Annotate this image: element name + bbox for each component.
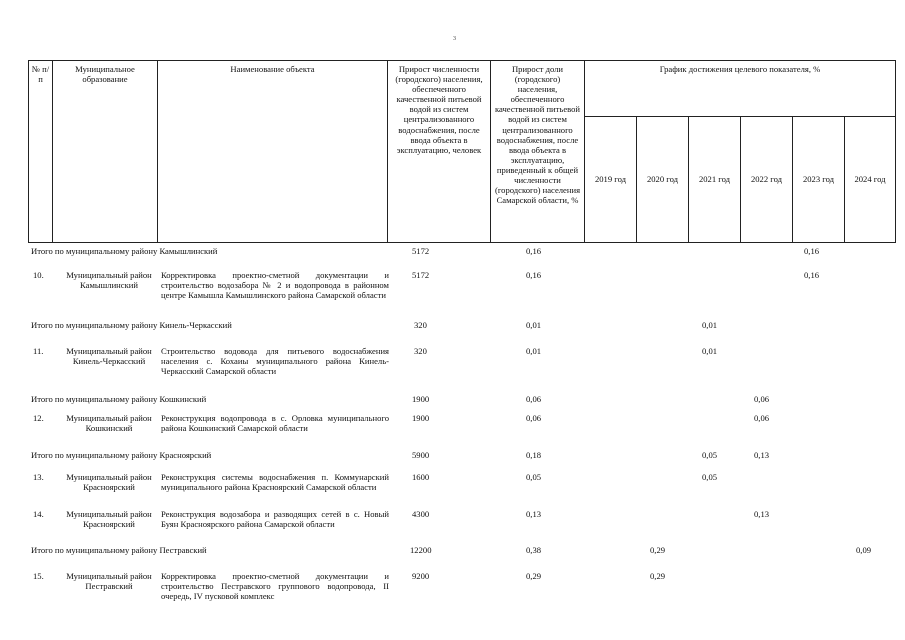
row-population: 1900 [412,413,430,423]
row-municipality: Муниципальный район Кошкинский [66,413,152,434]
row-share: 0,05 [526,472,542,482]
total-population: 1900 [412,394,430,404]
header-schedule: График достижения целевого показателя, % [585,61,896,117]
row-year-2021: 0,05 [702,472,718,482]
row-object-name: Строительство водовода для питьевого водоснабжения населения с. Кохаиы муниципального района Кинель-Черкасский Самарской области [161,346,389,377]
header-object-name: Наименование объекта [158,61,388,243]
header-no: № п/п [29,61,53,243]
total-share: 0,38 [526,545,542,555]
total-year-2024: 0,09 [856,545,872,555]
total-year-2022: 0,13 [754,450,770,460]
total-year-2023: 0,16 [804,246,820,256]
total-share: 0,06 [526,394,542,404]
row-object-name: Корректировка проектно-сметной документации и строительство водозабора № 2 и водопровода в районном центре Камышла Камышлинского района Самарской области [161,270,389,301]
total-year-2021: 0,05 [702,450,718,460]
header-year-2024: 2024 год [845,117,896,243]
header-population-growth: Прирост численности (городского) населения, обеспеченного качественной питьевой водой из систем централизованного водоснабжения, после ввода объекта в эксплуатацию, человек [388,61,491,243]
row-object-name: Реконструкция водозабора и разводящих сетей в с. Новый Буян Красноярского района Самарской области [161,509,389,530]
row-number: 15. [33,571,44,581]
row-year-2022: 0,06 [754,413,770,423]
row-share: 0,29 [526,571,542,581]
total-year-2020: 0,29 [650,545,666,555]
row-year-2023: 0,16 [804,270,820,280]
row-municipality: Муниципальный район Пестравский [66,571,152,592]
total-label: Итого по муниципальному району Красноярский [31,450,212,460]
total-share: 0,01 [526,320,542,330]
total-label: Итого по муниципальному району Камышлинский [31,246,218,256]
total-year-2022: 0,06 [754,394,770,404]
header-year-2020: 2020 год [637,117,689,243]
header-share-growth: Прирост доли (городского) населения, обеспеченного качественной питьевой водой из систем централизованного водоснабжения, после ввода объекта в эксплуатацию, приведенный к общей численности (городского) населения Самарской области, % [491,61,585,243]
row-municipality: Муниципальный район Красноярский [66,509,152,530]
row-share: 0,01 [526,346,542,356]
total-share: 0,16 [526,246,542,256]
row-share: 0,13 [526,509,542,519]
row-object-name: Корректировка проектно-сметной документации и строительство Пестравского группового водопровода, II очередь, IV пусковой комплекс [161,571,389,602]
header-year-2023: 2023 год [793,117,845,243]
row-population: 1600 [412,472,430,482]
total-population: 320 [414,320,427,330]
row-year-2022: 0,13 [754,509,770,519]
row-share: 0,16 [526,270,542,280]
row-year-2020: 0,29 [650,571,666,581]
page-number: 3 [453,36,456,42]
row-population: 320 [414,346,427,356]
total-population: 12200 [410,545,432,555]
row-share: 0,06 [526,413,542,423]
row-number: 11. [33,346,44,356]
row-number: 14. [33,509,44,519]
header-municipality: Муниципальное образование [53,61,158,243]
header-year-2022: 2022 год [741,117,793,243]
row-municipality: Муниципальный район Кинель-Черкасский [66,346,152,367]
total-label: Итого по муниципальному району Кинель-Черкасский [31,320,232,330]
row-number: 10. [33,270,44,280]
row-municipality: Муниципальный район Камышлинский [66,270,152,291]
total-year-2021: 0,01 [702,320,718,330]
row-number: 13. [33,472,44,482]
total-share: 0,18 [526,450,542,460]
total-label: Итого по муниципальному району Пестравский [31,545,207,555]
total-label: Итого по муниципальному району Кошкинский [31,394,207,404]
row-municipality: Муниципальный район Красноярский [66,472,152,493]
row-year-2021: 0,01 [702,346,718,356]
total-population: 5900 [412,450,430,460]
row-object-name: Реконструкция системы водоснабжения п. Коммунарский муниципального района Красноярский Самарской области [161,472,389,493]
header-year-2019: 2019 год [585,117,637,243]
row-number: 12. [33,413,44,423]
total-population: 5172 [412,246,430,256]
row-population: 9200 [412,571,430,581]
row-population: 4300 [412,509,430,519]
row-object-name: Реконструкция водопровода в с. Орловка муниципального района Кошкинский Самарской области [161,413,389,434]
row-population: 5172 [412,270,430,280]
header-year-2021: 2021 год [689,117,741,243]
